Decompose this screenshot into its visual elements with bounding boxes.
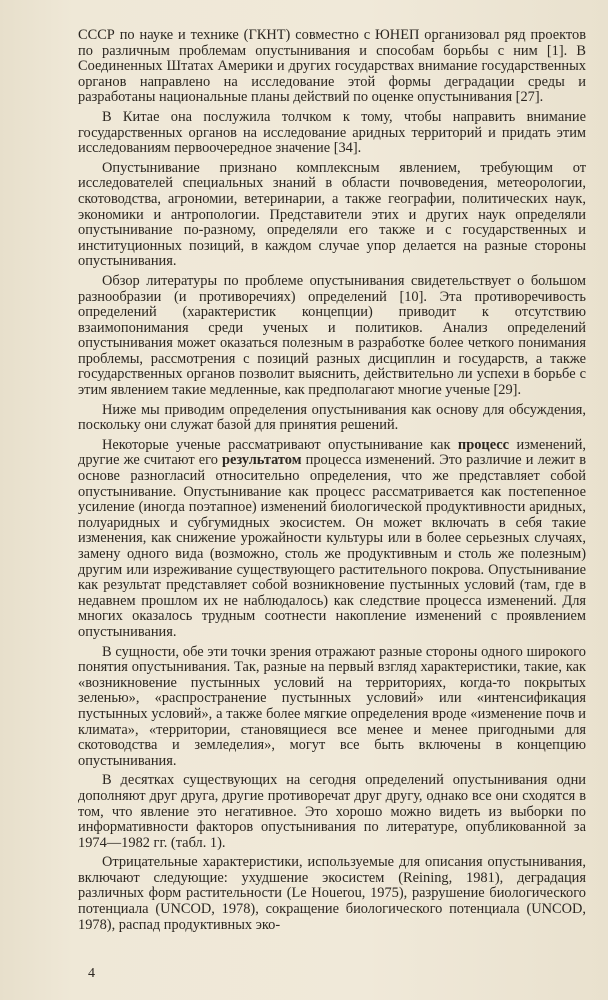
paragraph-5: Ниже мы приводим определения опустынивания как основу для обсуждения, поскольку они служат базой для принятия решений. <box>78 401 586 434</box>
paragraph-1: СССР по науке и технике (ГКНТ) совместно с ЮНЕП организовал ряд проектов по различным проблемам опустынивания и способам борьбы с ним [1]. В Соединенных Штатах Америки и других государствах внимание государственных органов направлено на исследование этой формы деградации среды и разработаны национальные планы действий по оценке опустынивания [27]. <box>78 27 586 106</box>
paragraph-8: В десятках существующих на сегодня определений опустынивания одни дополняют друг друга, другие противоречат друг другу, однако все они сходятся в том, что явление это негативное. Это хорошо можно видеть из выборки по информативности факторов опустынивания по литературе, опубликованной за 1974—1982 гг. (табл. 1). <box>78 772 586 851</box>
paragraph-4: Обзор литературы по проблеме опустынивания свидетельствует о большом разнообразии (и противоречиях) определений [10]. Эта противоречивость определений (характеристик концепции) приводит к отсутствию взаимопонимания среди ученых и политиков. Анализ определений опустынивания может оказаться полезным в разработке более четкого понимания проблемы, рассмотрения с позиций разных дисциплин и государств, а также государственных органов позволит выяснить, действительно ли успехи в борьбе с этим явлением такие медленные, как предполагают многие ученые [29]. <box>78 272 586 399</box>
paragraph-6-part-3: процесса изменений. Это различие и лежит в основе разногласий относительно определения, что же представляет собой опустынивание. Опустынивание как процесс рассматривается как постепенное усиление (иногда поэтапное) изменений биологической продуктивности аридных, полуаридных и субгумидных экосистем. Он может включать в себя такие изменения, как снижение урожайности культуры или в более серьезных случаях, замену одного вида (возможно, столь же продуктивным и столь же полезным) другим или изреживание существующего растительного покрова. Опустынивание как результат представляет собой возникновение пустынных условий (там, где в недавнем прошлом их не наблюдалось) как следствие процесса изменений. Для многих оказалось трудным соотнести накопление изменений с проявлением опустынивания. <box>78 452 586 640</box>
page-number: 4 <box>88 966 95 981</box>
paragraph-9: Отрицательные характеристики, используемые для описания опустынивания, включают следующие: ухудшение экосистем (Reining, 1981), деградация различных форм растительности (Le Houerou, 1975), разрушение биологического потенциала (UNCOD, 1978), сокращение биологического потенциала (UNCOD, 1978), распад продуктивных эко- <box>78 854 586 933</box>
paragraph-6-part-2: изменений, другие же считают его <box>78 436 586 469</box>
paragraph-6 <box>78 438 586 641</box>
emphasis-process: процесс <box>457 436 510 453</box>
paragraph-7: В сущности, обе эти точки зрения отражают разные стороны одного широкого понятия опустынивания. Так, разные на первый взгляд характеристики, такие, как «возникновение пустынных условий на территориях, когда-то покрытых зеленью», «распространение пустынных условий» или «интенсификация пустынных условий», а также более мягкие определения вроде «изменение почв и климата», «территории, становящиеся все менее и менее пригодными для скотоводства и земледелия», могут все быть включены в концепцию опустынивания. <box>78 643 586 769</box>
paragraph-3: Опустынивание признано комплексным явлением, требующим от исследователей специальных знаний в области почвоведения, метеорологии, скотоводства, агрономии, ветеринарии, а также географии, политических наук, экономики и антропологии. Представители этих и других наук определяли опустынивание по-разному, определяли его также и с государственных и институционных позиций, в каждом случае упор делается на разные стороны опустынивания. <box>78 159 586 270</box>
paragraph-2: В Китае она послужила толчком к тому, чтобы направить внимание государственных органов на исследование аридных территорий и придать этим исследованиям первоочередное значение [34]. <box>78 108 586 157</box>
emphasis-result: результатом <box>222 452 302 469</box>
body-text <box>78 28 586 933</box>
paragraph-6-part-1: Некоторые ученые рассматривают опустынивание как <box>102 436 458 453</box>
